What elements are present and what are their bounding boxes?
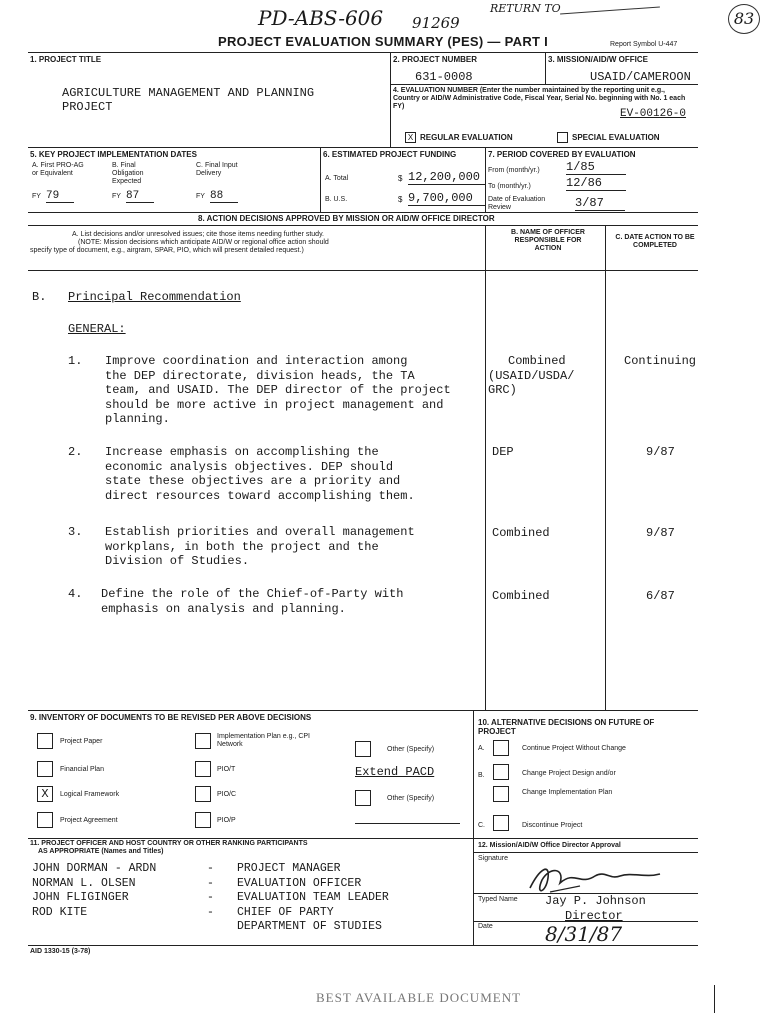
final-input-fy: FY [196,193,205,200]
final-input-value: 88 [210,190,238,203]
mission-office-value: USAID/CAMEROON [590,70,691,84]
discontinue-project-checkbox[interactable] [493,815,509,831]
participant-title: CHIEF OF PARTY [237,905,334,919]
handwritten-return-note: RETURN TO [490,2,561,15]
item-1-responsible-line: Combined [508,354,566,368]
implementation-plan-label: Implementation Plan e.g., CPI Network [217,733,310,748]
mission-office-label: 3. MISSION/AID/W OFFICE [548,55,649,64]
item-1-line: should be more active in project management and [105,397,444,412]
review-date-value: 3/87 [575,196,625,211]
participant-dash: - [207,891,214,904]
period-to-value: 12/86 [566,176,626,191]
participant-dash [207,920,237,935]
other-specify-1-label: Other (Specify) [387,746,435,753]
column-a-line1: A. List decisions and/or unresolved issues; cite those items needing further study. [72,231,325,238]
participant-name: NORMAN L. OLSEN [32,876,136,890]
alt-c-letter: C. [478,822,485,829]
item-1-line: Improve coordination and interaction among [105,354,408,368]
regular-evaluation-checkbox[interactable]: X [405,132,416,143]
item-1-responsible [488,354,574,398]
project-agreement-checkbox[interactable] [37,812,53,828]
signature-label: Signature [478,855,508,862]
typed-name-label: Typed Name [478,896,518,903]
change-design-checkbox[interactable] [493,764,509,780]
discontinue-project-label: Discontinue Project [522,822,583,829]
item-3-line: workplans, in both the project and the [105,539,379,554]
evaluation-number-value: EV-00126-0 [620,108,687,120]
final-input-label: C. Final Input Delivery [196,162,238,177]
period-from-label: From (month/yr.) [488,167,540,174]
section-title: Principal Recommendation [68,290,241,304]
review-date-label: Date of Evaluation Review [488,196,546,211]
action-decisions-banner: 8. ACTION DECISIONS APPROVED BY MISSION OR AID/W OFFICE DIRECTOR [198,214,495,223]
funding-total-value: 12,200,000 [408,170,486,185]
participant-row [32,891,472,906]
director-title-value: Director [565,909,623,923]
first-proag-label: A. First PRO-AG or Equivalent [32,162,84,177]
pioc-checkbox[interactable] [195,786,211,802]
evaluation-number-label: 4. EVALUATION NUMBER (Enter the number maintained by the reporting unit e.g., Country or AID/W Administrative Code, Fiscal Year, Serial No. beginning with No. 1 each FY) [393,87,686,110]
participant-dash: - [207,862,214,875]
regular-evaluation-label: REGULAR EVALUATION [420,133,513,142]
financial-plan-checkbox[interactable] [37,761,53,777]
participant-title: PROJECT MANAGER [237,862,341,875]
piot-label: PIO/T [217,766,236,773]
first-proag-value: 79 [46,190,74,203]
approval-date-value: 8/31/87 [545,922,623,946]
item-2-line: economic analysis objectives. DEP should [105,459,394,474]
item-3-line: Establish priorities and overall management [105,525,415,539]
participant-name [32,920,207,935]
participants-label: 11. PROJECT OFFICER AND HOST COUNTRY OR OTHER RANKING PARTICIPANTS [30,840,308,847]
funding-us-label: B. U.S. [325,196,348,203]
implementation-plan-checkbox[interactable] [195,733,211,749]
other-specify-2-label: Other (Specify) [387,795,435,802]
item-4-date: 6/87 [646,589,675,603]
column-c-heading: C. DATE ACTION TO BE COMPLETED [615,234,695,249]
item-2-line: Increase emphasis on accomplishing the [105,445,379,459]
period-to-label: To (month/yr.) [488,183,531,190]
project-paper-checkbox[interactable] [37,733,53,749]
recommendation-item-4 [101,587,403,616]
participant-title: EVALUATION TEAM LEADER [237,891,389,904]
piop-checkbox[interactable] [195,812,211,828]
logical-framework-checkbox[interactable]: X [37,786,53,802]
participant-row [32,920,472,935]
other-specify-1-checkbox[interactable] [355,741,371,757]
recommendation-item-3 [105,525,415,569]
pioc-label: PIO/C [217,791,237,798]
project-agreement-label: Project Agreement [60,817,118,824]
change-implementation-label: Change Implementation Plan [522,789,613,796]
participants-list [32,862,472,935]
project-title-line2: PROJECT [62,100,113,114]
period-covered-label: 7. PERIOD COVERED BY EVALUATION [488,150,636,159]
financial-plan-label: Financial Plan [60,766,104,773]
item-2-line: direct resources toward accomplishing them. [105,488,415,503]
first-proag-fy: FY [32,193,41,200]
handwritten-circle-number: 83 [728,4,760,34]
item-4-number: 4. [68,587,83,601]
participant-name: ROD KITE [32,905,88,919]
date-label: Date [478,923,493,930]
key-dates-label: 5. KEY PROJECT IMPLEMENTATION DATES [30,150,197,159]
form-title: PROJECT EVALUATION SUMMARY (PES) — PART I [218,34,549,49]
special-evaluation-label: SPECIAL EVALUATION [572,133,660,142]
continue-project-label: Continue Project Without Change [522,745,626,752]
director-approval-label: 12. Mission/AID/W Office Director Approval [478,842,621,849]
item-1-date: Continuing [624,354,697,368]
project-paper-label: Project Paper [60,738,103,745]
inventory-label: 9. INVENTORY OF DOCUMENTS TO BE REVISED PER ABOVE DECISIONS [30,713,312,722]
participant-dash: - [207,905,214,919]
section-letter: B. [32,290,47,304]
best-available-stamp: BEST AVAILABLE DOCUMENT [316,990,522,1005]
piot-checkbox[interactable] [195,761,211,777]
item-2-number: 2. [68,445,83,459]
item-4-responsible: Combined [492,589,550,603]
item-3-line: Division of Studies. [105,554,250,568]
piop-label: PIO/P [217,817,236,824]
other-specify-1-value: Extend PACD [355,765,435,779]
participant-dash: - [207,876,214,890]
recommendation-item-1 [105,354,451,427]
final-obligation-fy: FY [112,193,121,200]
item-4-line: emphasis on analysis and planning. [101,601,346,616]
item-2-date: 9/87 [646,445,675,459]
period-from-value: 1/85 [566,160,626,175]
item-1-responsible-line: GRC) [488,383,517,397]
item-3-number: 3. [68,525,83,539]
special-evaluation-checkbox[interactable] [557,132,568,143]
item-1-line: the DEP directorate, division heads, the TA [105,368,415,383]
participant-row [32,862,472,877]
final-obligation-value: 87 [126,190,154,203]
alt-b-letter: B. [478,772,485,779]
item-2-line: state these objectives are a priority and [105,474,401,488]
participants-label-sub: AS APPROPRIATE (Names and Titles) [38,848,164,855]
handwritten-document-id: PD-ABS-606 [258,6,384,30]
change-design-label: Change Project Design and/or [522,770,616,777]
participant-title: DEPARTMENT OF STUDIES [237,920,382,933]
column-a-line2: (NOTE: Mission decisions which anticipate AID/W or regional office action should [78,239,329,246]
funding-us-value: 9,700,000 [408,191,486,206]
form-number: AID 1330-15 (3-78) [30,948,91,955]
director-signature [520,858,670,898]
item-2-responsible: DEP [492,445,514,459]
change-implementation-checkbox[interactable] [493,786,509,802]
recommendation-item-2 [105,445,415,503]
item-3-date: 9/87 [646,526,675,540]
funding-us-currency: $ [398,195,403,204]
report-symbol: Report Symbol U-447 [610,41,678,48]
final-obligation-label: B. Final Obligation Expected [112,162,144,185]
project-number-label: 2. PROJECT NUMBER [393,55,478,64]
item-3-responsible: Combined [492,526,550,540]
other-specify-2-checkbox[interactable] [355,790,371,806]
participant-title: EVALUATION OFFICER [237,876,362,890]
participant-row [32,906,472,921]
general-heading: GENERAL: [68,322,126,336]
project-number-value: 631-0008 [415,70,473,84]
column-a-line3: specify type of document, e.g., airgram, SPAR, PIO, which will present detailed request.) [30,247,304,254]
item-1-line: team, and USAID. The DEP director of the project [105,383,451,397]
funding-total-label: A. Total [325,175,349,182]
typed-name-value: Jay P. Johnson [545,894,646,908]
alt-a-letter: A. [478,745,485,752]
item-1-number: 1. [68,354,83,368]
continue-project-checkbox[interactable] [493,740,509,756]
column-a-heading [30,231,469,255]
item-4-line: Define the role of the Chief-of-Party with [101,587,404,601]
item-1-line: planning. [105,412,170,426]
participant-row [32,877,472,892]
item-1-responsible-line: (USAID/USDA/ [488,368,575,383]
participant-name: JOHN DORMAN - ARDN [32,862,157,875]
participant-name: JOHN FLIGINGER [32,891,129,904]
logical-framework-label: Logical Framework [60,791,120,798]
project-title-line1: AGRICULTURE MANAGEMENT AND PLANNING [62,86,315,100]
funding-label: 6. ESTIMATED PROJECT FUNDING [323,150,457,159]
project-title-label: 1. PROJECT TITLE [30,55,102,64]
alternative-decisions-label: 10. ALTERNATIVE DECISIONS ON FUTURE OF PROJECT [478,718,655,736]
strike-line [560,7,660,15]
funding-total-currency: $ [398,174,403,183]
handwritten-number: 91269 [412,14,460,32]
column-b-heading: B. NAME OF OFFICER RESPONSIBLE FOR ACTION [511,229,585,252]
